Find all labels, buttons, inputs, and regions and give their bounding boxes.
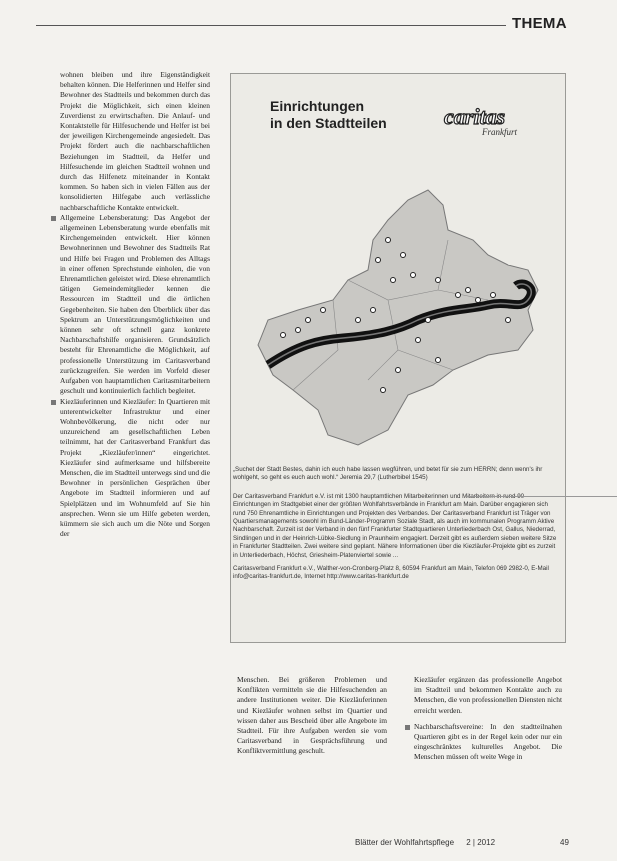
marker (376, 258, 381, 263)
marker (281, 333, 286, 338)
marker (356, 318, 361, 323)
caritas-logo-sub: Frankfurt (482, 127, 517, 137)
marker (426, 318, 431, 323)
marker (391, 278, 396, 283)
caption-contact: Caritasverband Frankfurt e.V., Walther-von-Cronberg-Platz 8, 60594 Frankfurt am Main, Telefon 069 2982-0, E-Mail info@caritas-frankfurt.de, Internet http://www.caritas-frankfurt.de (233, 565, 549, 581)
issue-number: 2 | 2012 (466, 838, 496, 847)
city-area (258, 190, 538, 445)
box-title (270, 98, 387, 132)
marker (456, 293, 461, 298)
box-caption (233, 466, 558, 587)
marker (401, 253, 406, 258)
marker (416, 338, 421, 343)
section-label: THEMA (512, 15, 567, 32)
caption-divider (466, 496, 617, 497)
marker (436, 278, 441, 283)
bullet-paragraph-kiezlaeufer: Kiezläuferinnen und Kiezläufer: In Quartieren mit unterentwickelter Infrastruktur und einer Wohnbevölkerung, die nicht oder nur unzureichend am gesellschaftlichen Leben teilnimmt, hat der Caritasverband Frankfurt das Projekt „Kiezläufer/innen“ eingerichtet. Kiezläufer sind aufmerksame und hilfsbereite Menschen, die im Stadtteil unterwegs sind und die Bewohner in persönlichen Gesprächen über Angebote im Stadtteil informieren und auf Spielplätzen und im Wohnumfeld auf Sie hin ansprechen. Wenn sie um Hilfe gebeten werden, kümmern sie sich auch um die Nöte und Sorgen der (60, 396, 210, 539)
marker (371, 308, 376, 313)
marker (436, 358, 441, 363)
journal-name: Blätter der Wohlfahrtspflege (355, 838, 455, 847)
header-rule (36, 25, 506, 26)
marker (411, 273, 416, 278)
footer (355, 838, 505, 847)
caritas-logo (442, 102, 526, 138)
marker (386, 238, 391, 243)
caption-quote: „Suchet der Stadt Bestes, dahin ich euch habe lassen wegführen, und betet für sie zum HERRN; denn wenn's ihr wohlgeht, so geht es euch auch wohl.“ Jeremia 29,7 (Lutherbibel 1545) (233, 466, 543, 482)
left-column (60, 70, 210, 539)
marker (396, 368, 401, 373)
box-title-line1: Einrichtungen (270, 98, 365, 114)
caption-body: Der Caritasverband Frankfurt e.V. ist mit 1300 hauptamtlichen Mitarbeiterinnen und Mitarbeitern in rund 90 Einrichtungen im Stadtgebiet einer der größten Wohlfahrtsverbände in Frankfurt am Main. Darüber engagieren sich rund 750 Ehrenamtliche in Einrichtungen und Projekten des Verbandes. Der Caritasverband Frankfurt ist Träger von Quartiersmanagements sowohl im Bund-Länder-Programm Soziale Stadt, als auch im kommunalen Programm Aktive Nachbarschaft. Zurzeit ist der Verband in den fünf Frankfurter Stadtquartieren Unterliederbach Ost, Gallus, Niederrad, Sindlingen und in der Heinrich-Lübke-Siedlung in Praunheim engagiert. Derzeit gibt es außerdem sieben weitere Sitze in Frankfurter Stadtteilen. Zwei weitere sind geplant. Nähere Informationen über die Kiezläufer-Projekte gibt es zurzeit in Unterliederbach, Höchst, Griesheim-Platenviertel sowie ... (233, 492, 557, 559)
box-title-line2: in den Stadtteilen (270, 115, 387, 131)
bullet-paragraph-lebensberatung: Allgemeine Lebensberatung: Das Angebot der allgemeinen Lebensberatung wurde ebenfalls mit Kirchengemeinden entwickelt. Hier können Bewohnerinnen und Bewohner des Stadtteils Rat und Hilfe bei Fragen und Problemen des Alltags in einer offenen Sprechstunde einholen, die von Ehrenamtlichen geleistet wird. Diese ehrenamtlich tätigen Gemeindemitglieder kennen die Ressourcen im Stadtteil und die örtlichen Gegebenheiten. Sie haben den Überblick über das Spektrum an Unterstützungsmöglichkeiten und können sehr oft schnell ganz konkrete Nachbarschaftshilfe organisieren. Grundsätzlich besteht für Ehrenamtliche die Möglichkeit, auf professionelle Unterstützung im Caritasverband zurückzugreifen. Sie werden im Vorfeld dieser Aufgaben von hauptamtlichen Caritasmitarbeitern geschult und kontinuierlich fachlich begleitet. (60, 212, 210, 396)
marker (476, 298, 481, 303)
marker (321, 308, 326, 313)
marker (491, 293, 496, 298)
marker (306, 318, 311, 323)
marker (466, 288, 471, 293)
right-column (414, 675, 562, 763)
paragraph: Kiezläufer ergänzen das professionelle Angebot im Stadtteil und bekommen Kontakte auch zu Menschen, die von professionellen Diensten nicht erreicht werden. (414, 675, 562, 715)
caritas-logo-text: caritas (444, 104, 506, 129)
bullet-paragraph-nachbarschaftsvereine: Nachbarschaftsvereine: In den stadtteilnahen Quartieren gibt es in der Regel kein oder nur ein eingeschränktes kulturelles Angebot. Die Menschen müssen oft weite Wege in (414, 721, 562, 762)
marker (296, 328, 301, 333)
marker (506, 318, 511, 323)
middle-column (237, 675, 387, 757)
paragraph: Menschen. Bei größeren Problemen und Konflikten vermitteln sie die Hilfesuchenden an andere Institutionen weiter. Die Kiezläuferinnen und Kiezläufer wohnen selbst im Quartier und wissen daher aus Bescheid über alle Angebote im Stadtteil. Für ihre Aufgaben werden sie vom Caritasverband in Gesprächsführung und Konfliktvermittlung geschult. (237, 675, 387, 756)
paragraph: wohnen bleiben und ihre Eigenständigkeit behalten können. Die Helferinnen und Helfer sind Bewohner des Stadtteils und bekommen durch das Projekt die Möglichkeit, sich einen kleinen Zuverdienst zu erwirtschaften. Die Anlauf- und Kontaktstelle für Hilfesuchende und Helfer ist bei der jeweiligen Kirchengemeinde angesiedelt. Das Projekt fördert auch die nachbarschaftlichen Beziehungen im Stadtteil, da Helfer und Hilfesuchende im gleichen Stadtteil wohnen und durch das Hilfenetz miteinander in Kontakt kommen. So haben sich in vielen Fällen aus der konsolidierten Hilfegabe auch verlässliche nachbarschaftliche Kontakte entwickelt. (60, 70, 210, 212)
page-number: 49 (560, 838, 569, 847)
marker (381, 388, 386, 393)
frankfurt-map (238, 160, 556, 460)
